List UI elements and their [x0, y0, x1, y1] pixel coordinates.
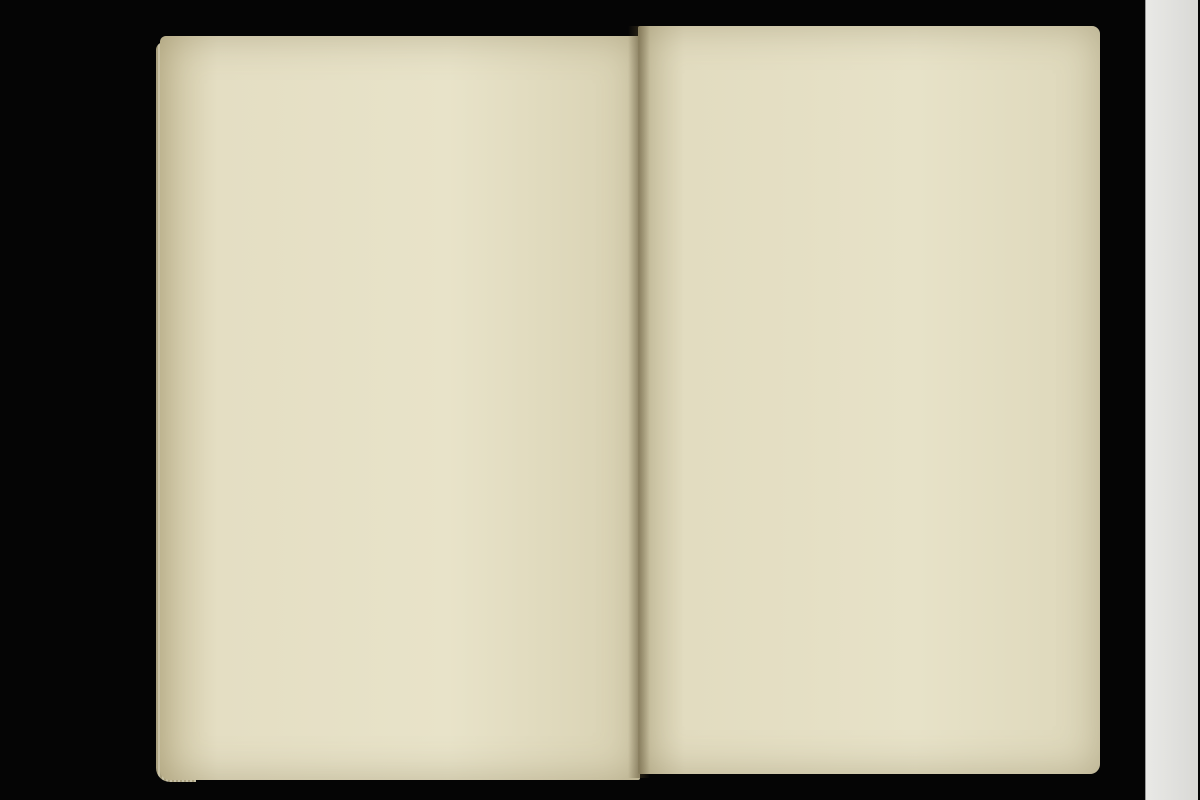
- right-page: [638, 26, 1100, 774]
- open-book: [160, 22, 1105, 782]
- left-page: [160, 36, 640, 780]
- book-gutter: [628, 26, 650, 778]
- measurement-ruler: [1145, 0, 1198, 800]
